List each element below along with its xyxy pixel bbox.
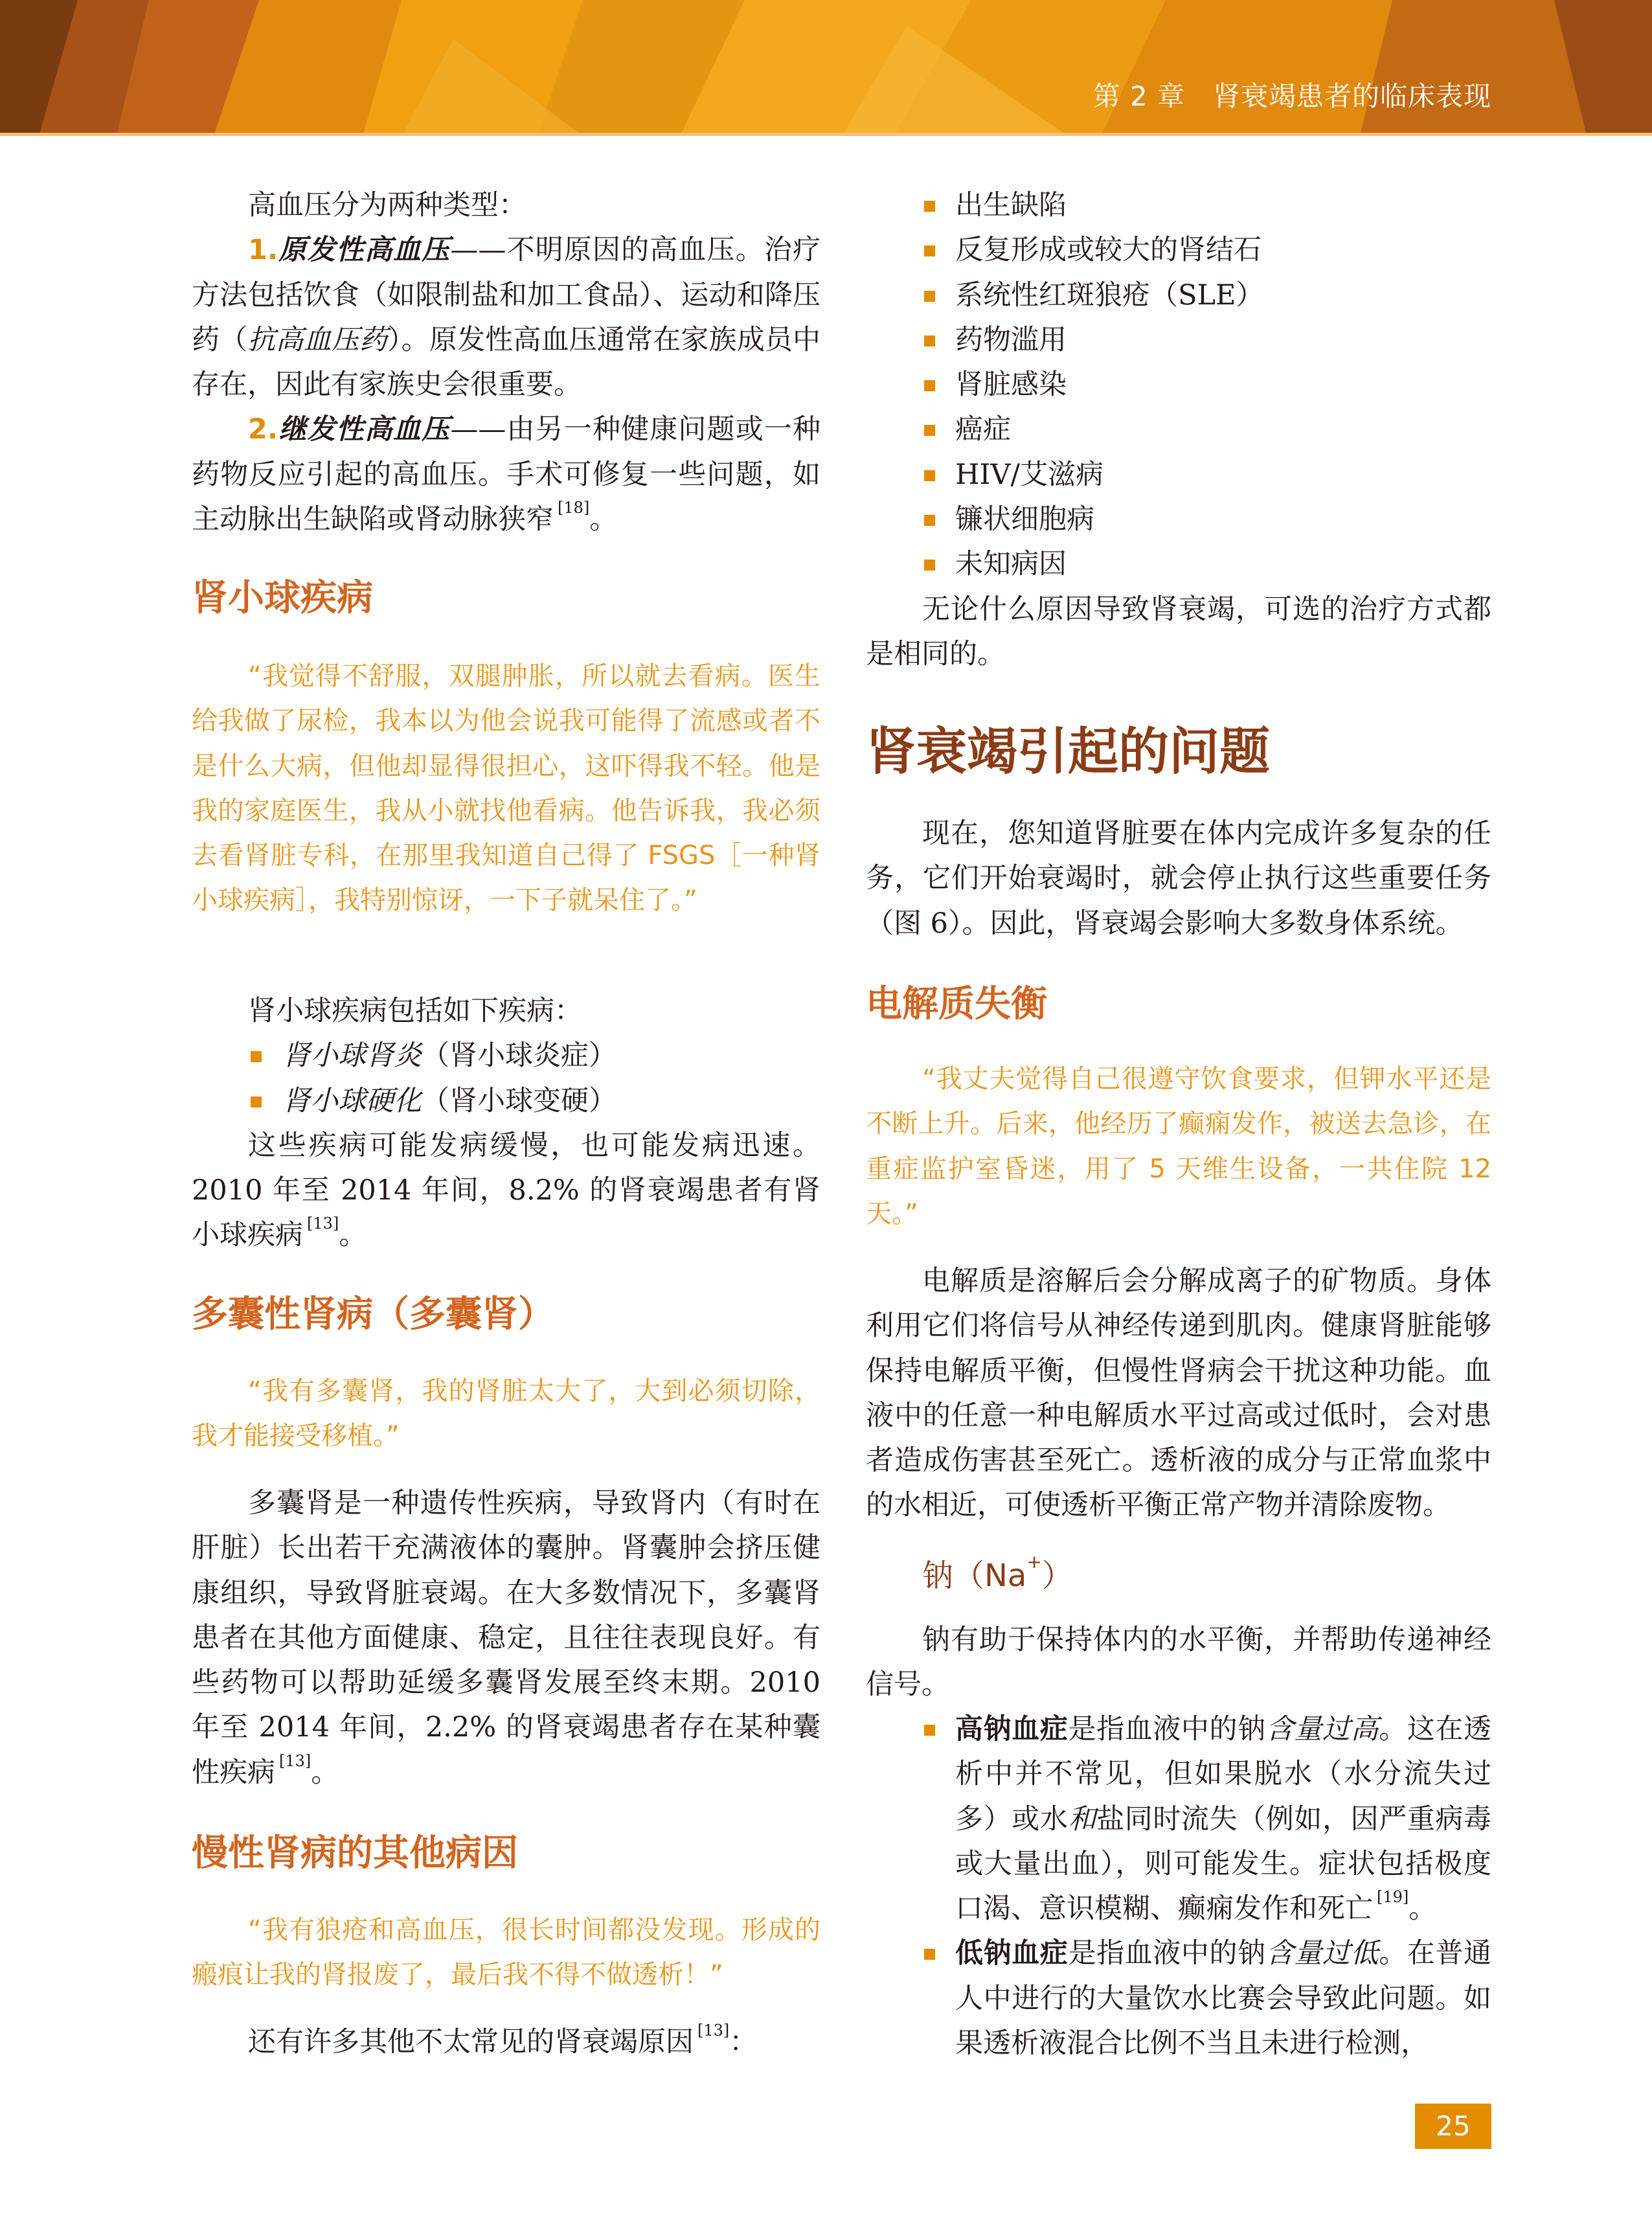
citation: [13] [279, 1751, 311, 1770]
list-item [955, 1707, 1491, 1931]
bullet-icon [924, 425, 935, 436]
section-heading: 多囊性肾病（多囊肾） [192, 1293, 554, 1335]
list-item [866, 318, 1491, 363]
numbered-item [192, 407, 820, 542]
cause-label: 镰状细胞病 [955, 503, 1094, 536]
text: 。 [1409, 1892, 1437, 1925]
text: 钠（Na [922, 1558, 1027, 1594]
list-item [866, 407, 1491, 452]
bullet-icon [924, 201, 935, 212]
list-item [955, 1931, 1491, 2066]
text: 。在普通人中进行的大量饮水比赛会导致此问题。如果透析液混合比例不当且未进行检测， [955, 1937, 1492, 2060]
bullet-icon [251, 1096, 262, 1107]
glomerular-section [192, 989, 820, 1258]
list-item [866, 183, 1491, 228]
list-item [866, 542, 1491, 587]
section-heading: 肾小球疾病 [192, 577, 373, 619]
italic-term: 抗高血压药 [247, 323, 388, 356]
term: 低钠血症 [955, 1937, 1069, 1970]
citation: [18] [558, 499, 590, 517]
page-number: 25 [1415, 2104, 1491, 2149]
paragraph: 肾小球疾病包括如下疾病： [248, 995, 582, 1027]
term: 原发性高血压 [278, 234, 451, 267]
cause-label: 肾脏感染 [955, 369, 1067, 402]
text: ： [729, 2026, 758, 2058]
term: 继发性高血压 [278, 413, 451, 446]
causes-list [866, 183, 1491, 587]
bullet-icon [924, 245, 935, 256]
term: 肾小球肾炎 [282, 1039, 422, 1073]
paragraph: 现在，您知道肾脏要在体内完成许多复杂的任务，它们开始衰竭时，就会停止执行这些重要任务（图 6）。因此，肾衰竭会影响大多数身体系统。 [866, 817, 1491, 940]
subsection-heading [922, 1553, 1073, 1598]
paragraph [192, 2020, 820, 2065]
text: 。 [589, 503, 618, 536]
term: 肾小球硬化 [282, 1084, 422, 1117]
item-number: 2. [248, 413, 278, 446]
citation: [19] [1377, 1888, 1409, 1907]
list-item [866, 453, 1491, 497]
bullet-icon [924, 335, 935, 346]
chapter-section-title: 肾衰竭引起的问题 [866, 723, 1271, 781]
paragraph [192, 1481, 820, 1795]
superscript: + [1026, 1551, 1042, 1573]
patient-quote: “我有狼疮和高血压，很长时间都没发现。形成的瘢痕让我的肾报废了，最后我不得不做透析！” [192, 1915, 820, 1990]
list-item [866, 273, 1491, 318]
bullet-list [192, 1034, 820, 1124]
numbered-item [192, 228, 820, 407]
text: 这些疾病可能发病缓慢，也可能发病迅速。2010 年至 2014 年间，8.2% 的肾衰竭患者有肾小球疾病 [192, 1129, 820, 1252]
list-item [866, 228, 1491, 273]
section-heading: 电解质失衡 [866, 983, 1047, 1025]
cause-label: 癌症 [955, 413, 1011, 446]
bullet-list [955, 1707, 1491, 2066]
note: （肾小球炎症） [422, 1039, 617, 1073]
text: 是指血液中的钠 [1068, 1937, 1266, 1970]
bullet-icon [924, 291, 935, 302]
bullet-icon [924, 515, 935, 526]
paragraph: 钠有助于保持体内的水平衡，并帮助传递神经信号。 [866, 1624, 1491, 1701]
cause-label: 出生缺陷 [955, 189, 1067, 221]
list-item [866, 363, 1491, 407]
term: 高钠血症 [955, 1713, 1069, 1745]
citation: [13] [307, 1214, 339, 1233]
text: ） [1041, 1558, 1073, 1594]
chapter-number: 第 2 章 [1092, 80, 1185, 112]
italic-text: 含量过低 [1265, 1937, 1379, 1970]
cause-label: HIV/艾滋病 [955, 458, 1104, 491]
citation: [13] [697, 2021, 730, 2039]
italic-text: 和 [1068, 1802, 1097, 1835]
text: 。这在透析中并不常见，但如果脱水（水分流失过多）或水 [955, 1713, 1492, 1835]
text: 盐同时流失（例如，因严重病毒或大量出血），则可能发生。症状包括极度口渴、意识模糊、癫痫发作和死亡 [955, 1802, 1492, 1925]
chapter-header-banner [0, 0, 1652, 136]
chapter-title: 肾衰竭患者的临床表现 [1212, 80, 1491, 112]
bullet-icon [924, 380, 935, 391]
text: ——不明原因的高血压。治疗方法包括饮食（如限制盐和加工食品）、运动和降压药（ [192, 234, 821, 356]
sodium-list-section [955, 1707, 1491, 2066]
text: 还有许多其他不太常见的肾衰竭原因 [248, 2026, 694, 2058]
text: ——由另一种健康问题或一种药物反应引起的高血压。手术可修复一些问题，如主动脉出生缺陷或肾动脉狭窄 [192, 413, 821, 536]
text: 。 [311, 1756, 339, 1789]
paragraph: 无论什么原因导致肾衰竭，可选的治疗方式都是相同的。 [866, 593, 1491, 670]
bullet-icon [924, 560, 935, 571]
section-heading: 慢性肾病的其他病因 [192, 1832, 518, 1874]
list-item [866, 497, 1491, 542]
text: 多囊肾是一种遗传性疾病，导致肾内（有时在肝脏）长出若干充满液体的囊肿。肾囊肿会挤压健康组织，导致肾脏衰竭。在大多数情况下，多囊肾患者在其他方面健康、稳定，且往往表现良好。有些药物可以帮助延缓多囊肾发展至终末期。2010 年至 2014 年间，2.2% 的肾衰竭患者存在某种囊性疾病 [192, 1487, 820, 1789]
item-number: 1. [248, 234, 278, 267]
paragraph [192, 1124, 820, 1258]
list-item [192, 1034, 820, 1078]
text: ）。原发性高血压通常在家族成员中存在，因此有家族史会很重要。 [192, 323, 821, 402]
list-item [192, 1079, 820, 1124]
cause-label: 反复形成或较大的肾结石 [955, 234, 1262, 267]
patient-quote: “我觉得不舒服，双腿肿胀，所以就去看病。医生给我做了尿检，我本以为他会说我可能得了流感或者不是什么大病，但他却显得很担心，这吓得我不轻。他是我的家庭医生，我从小就找他看病。他告诉我，我必须去看肾脏专科，在那里我知道自己得了 FSGS［一种肾小球疾病］，我特别惊讶，一下子就呆住了。” [192, 661, 820, 916]
bullet-icon [924, 1725, 935, 1736]
running-header [1092, 75, 1491, 114]
polygon-background [0, 0, 1652, 136]
bullet-icon [924, 470, 935, 481]
italic-text: 含量过高 [1265, 1713, 1379, 1745]
text: 。 [339, 1219, 367, 1252]
note: （肾小球变硬） [422, 1084, 617, 1117]
hypertension-section [192, 183, 820, 542]
paragraph: 高血压分为两种类型： [248, 189, 526, 221]
cause-label: 未知病因 [955, 548, 1067, 581]
cause-label: 药物滥用 [955, 323, 1067, 356]
patient-quote: “我丈夫觉得自己很遵守饮食要求，但钾水平还是不断上升。后来，他经历了癫痫发作，被送去急诊，在重症监护室昏迷，用了 5 天维生设备，一共住院 12 天。” [866, 1064, 1491, 1229]
patient-quote: “我有多囊肾，我的肾脏太大了，大到必须切除，我才能接受移植。” [192, 1376, 820, 1451]
bullet-icon [924, 1949, 935, 1960]
paragraph: 电解质是溶解后会分解成离子的矿物质。身体利用它们将信号从神经传递到肌肉。健康肾脏能够保持电解质平衡，但慢性肾病会干扰这种功能。血液中的任意一种电解质水平过高或过低时，会对患者造成伤害甚至死亡。透析液的成分与正常血浆中的水相近，可使透析平衡正常产物并清除废物。 [866, 1265, 1491, 1522]
text: 是指血液中的钠 [1068, 1713, 1266, 1745]
cause-label: 系统性红斑狼疮（SLE） [955, 278, 1264, 312]
bullet-icon [251, 1051, 262, 1062]
other-causes-list-section [866, 183, 1491, 677]
